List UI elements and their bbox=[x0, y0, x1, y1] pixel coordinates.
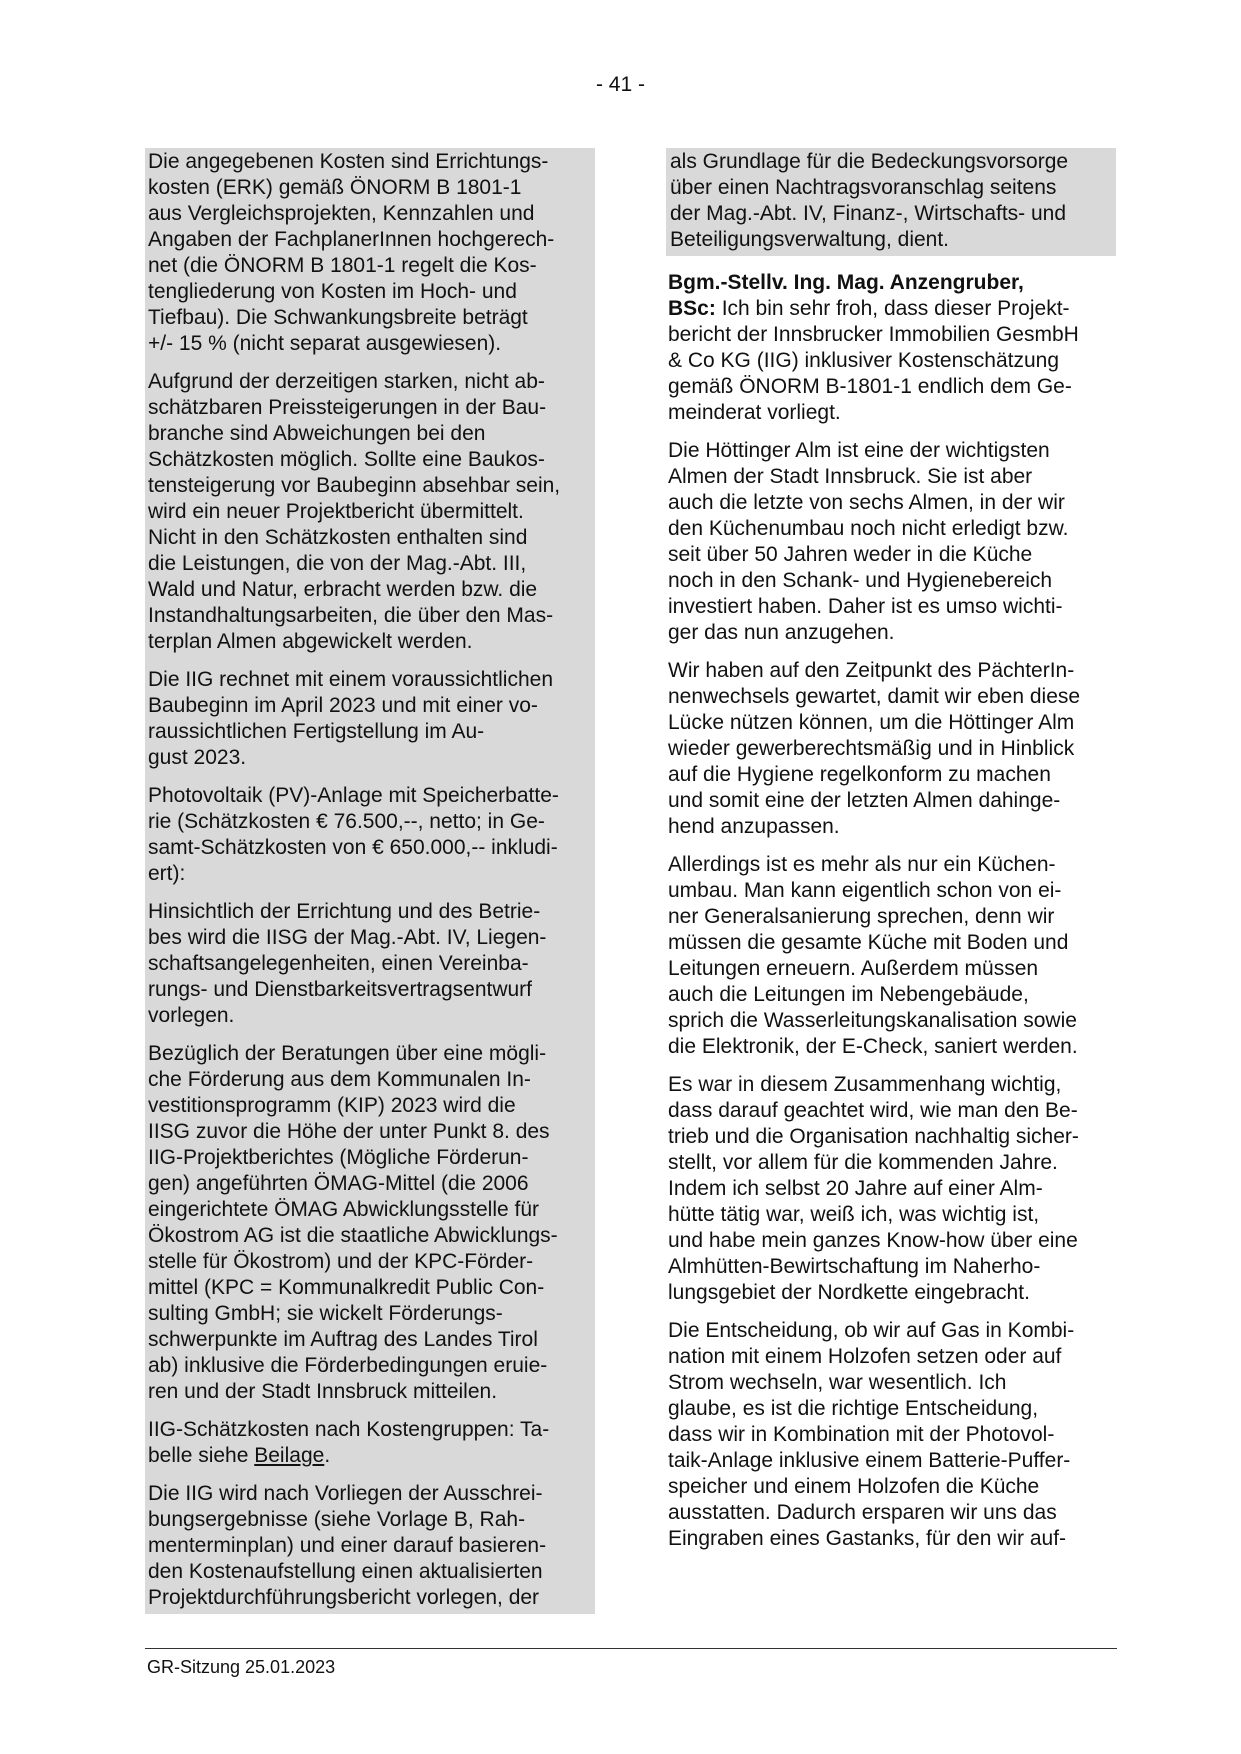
text-line: dass darauf geachtet wird, wie man den Be- bbox=[668, 1099, 1078, 1122]
text-line: aus Vergleichsprojekten, Kennzahlen und bbox=[148, 202, 535, 225]
text-line: glaube, es ist die richtige Entscheidung, bbox=[668, 1397, 1039, 1420]
text-line: Nicht in den Schätzkosten enthalten sind bbox=[148, 526, 528, 549]
text-line: Lücke nützen können, um die Höttinger Alm bbox=[668, 711, 1075, 734]
text-line: Wir haben auf den Zeitpunkt des PächterIn- bbox=[668, 659, 1075, 682]
text-line: eingerichtete ÖMAG Abwicklungsstelle für bbox=[148, 1198, 540, 1221]
text-line: +/- 15 % (nicht separat ausgewiesen). bbox=[148, 332, 502, 355]
text-line: hütte tätig war, weiß ich, was wichtig ist, bbox=[668, 1203, 1040, 1226]
text-fragment: Ich bin sehr froh, dass dieser Projekt- bbox=[715, 297, 1070, 320]
text-line: gemäß ÖNORM B-1801-1 endlich dem Ge- bbox=[668, 375, 1072, 398]
text-line: sprich die Wasserleitungskanalisation sowie bbox=[668, 1009, 1077, 1032]
text-line: noch in den Schank- und Hygienebereich bbox=[668, 569, 1053, 592]
text-line: Die Höttinger Alm ist eine der wichtigsten bbox=[668, 439, 1050, 462]
page-number: - 41 - bbox=[595, 73, 645, 96]
text-line: gen) angeführten ÖMAG-Mittel (die 2006 bbox=[148, 1172, 529, 1195]
footer-divider bbox=[145, 1648, 1117, 1649]
text-line: seit über 50 Jahren weder in die Küche bbox=[668, 543, 1033, 566]
text-line: Leitungen erneuern. Außerdem müssen bbox=[668, 957, 1039, 980]
text-line: IIG-Projektberichtes (Mögliche Förderun- bbox=[148, 1146, 529, 1169]
text-line: Instandhaltungsarbeiten, die über den Mas- bbox=[148, 604, 554, 627]
text-line: schaftsangelegenheiten, einen Vereinba- bbox=[148, 952, 529, 975]
text-line: nenwechsels gewartet, damit wir eben diese bbox=[668, 685, 1081, 708]
text-line: ner Generalsanierung sprechen, denn wir bbox=[668, 905, 1055, 928]
text-line: auch die Leitungen im Nebengebäude, bbox=[668, 983, 1029, 1006]
text-line: ab) inklusive die Förderbedingungen eruie- bbox=[148, 1354, 548, 1377]
text-line: Aufgrund der derzeitigen starken, nicht ab- bbox=[148, 370, 545, 393]
text-line: stelle für Ökostrom) und der KPC-Förder- bbox=[148, 1250, 534, 1273]
text-line: hend anzupassen. bbox=[668, 815, 840, 838]
right-column bbox=[666, 148, 1116, 1564]
text-line: kosten (ERK) gemäß ÖNORM B 1801-1 bbox=[148, 176, 522, 199]
text-line: tensteigerung vor Baubeginn absehbar sein, bbox=[148, 474, 561, 497]
paragraph-hoettinger-alm bbox=[666, 438, 1116, 646]
text-line: Strom wechseln, war wesentlich. Ich bbox=[668, 1371, 1007, 1394]
text-line: die Leistungen, die von der Mag.-Abt. III, bbox=[148, 552, 527, 575]
text-line: raussichtlichen Fertigstellung im Au- bbox=[148, 720, 485, 743]
text-line: Angaben der FachplanerInnen hochgerech- bbox=[148, 228, 555, 251]
text-line: ausstatten. Dadurch ersparen wir uns das bbox=[668, 1501, 1057, 1524]
text-line: meinderat vorliegt. bbox=[668, 401, 841, 424]
paragraph-costs bbox=[148, 149, 592, 357]
text-line: stellt, vor allem für die kommenden Jahre. bbox=[668, 1151, 1058, 1174]
text-line: net (die ÖNORM B 1801-1 regelt die Kos- bbox=[148, 254, 537, 277]
text-line: auch die letzte von sechs Almen, in der wir bbox=[668, 491, 1065, 514]
speaker-name: Bgm.-Stellv. Ing. Mag. Anzengruber, bbox=[668, 271, 1024, 294]
text-line: bungsergebnisse (siehe Vorlage B, Rah- bbox=[148, 1508, 526, 1531]
text-line: ert): bbox=[148, 862, 186, 885]
text-line: wird ein neuer Projektbericht übermittelt. bbox=[148, 500, 524, 523]
text-line: Hinsichtlich der Errichtung und des Betrie- bbox=[148, 900, 541, 923]
text-line: rungs- und Dienstbarkeitsvertragsentwurf bbox=[148, 978, 533, 1001]
text-line: Eingraben eines Gastanks, für den wir auf- bbox=[668, 1527, 1067, 1550]
paragraph-tenant-change bbox=[666, 658, 1116, 840]
text-line: ger das nun anzugehen. bbox=[668, 621, 895, 644]
paragraph-price-increase bbox=[148, 369, 592, 655]
text-line: umbau. Man kann eigentlich schon von ei- bbox=[668, 879, 1062, 902]
text-line: ren und der Stadt Innsbruck mitteilen. bbox=[148, 1380, 498, 1403]
text-line: und habe mein ganzes Know-how über eine bbox=[668, 1229, 1078, 1252]
text-line: Die IIG wird nach Vorliegen der Ausschrei- bbox=[148, 1482, 543, 1505]
text-line bbox=[668, 296, 1114, 322]
text-line: Es war in diesem Zusammenhang wichtig, bbox=[668, 1073, 1062, 1096]
text-line: schätzbaren Preissteigerungen in der Bau- bbox=[148, 396, 547, 419]
shaded-motion-text bbox=[145, 148, 595, 1614]
text-line: IISG zuvor die Höhe der unter Punkt 8. des bbox=[148, 1120, 550, 1143]
text-line: Tiefbau). Die Schwankungsbreite beträgt bbox=[148, 306, 528, 329]
text-line: den Küchenumbau noch nicht erledigt bzw. bbox=[668, 517, 1069, 540]
text-line: der Mag.-Abt. IV, Finanz-, Wirtschafts- und bbox=[670, 202, 1067, 225]
text-line: Indem ich selbst 20 Jahre auf einer Alm- bbox=[668, 1177, 1043, 1200]
speaker-title: BSc: bbox=[668, 297, 716, 320]
text-line: vestitionsprogramm (KIP) 2023 wird die bbox=[148, 1094, 516, 1117]
beilage-link[interactable]: Beilage bbox=[254, 1444, 325, 1467]
text-line: Photovoltaik (PV)-Anlage mit Speicherbatte- bbox=[148, 784, 559, 807]
text-line: über einen Nachtragsvoranschlag seitens bbox=[670, 176, 1057, 199]
text-line: trieb und die Organisation nachhaltig sicher- bbox=[668, 1125, 1079, 1148]
text-line: als Grundlage für die Bedeckungsvorsorge bbox=[670, 150, 1069, 173]
text-line: Bezüglich der Beratungen über eine mögli- bbox=[148, 1042, 547, 1065]
text-line: Allerdings ist es mehr als nur ein Küchen- bbox=[668, 853, 1056, 876]
text-line: Ökostrom AG ist die staatliche Abwicklungs- bbox=[148, 1224, 558, 1247]
text-line: Beteiligungsverwaltung, dient. bbox=[670, 228, 950, 251]
text-line: IIG-Schätzkosten nach Kostengruppen: Ta- bbox=[148, 1418, 550, 1441]
text-line: menterminplan) und einer darauf basieren- bbox=[148, 1534, 547, 1557]
text-line: Baubeginn im April 2023 und mit einer vo- bbox=[148, 694, 538, 717]
paragraph-speaker-statement bbox=[666, 270, 1116, 426]
text-line: die Elektronik, der E-Check, saniert werden. bbox=[668, 1035, 1078, 1058]
paragraph-general-renovation bbox=[666, 852, 1116, 1060]
text-line: tengliederung von Kosten im Hoch- und bbox=[148, 280, 517, 303]
text-fragment: . bbox=[324, 1444, 331, 1467]
text-line: speicher und einem Holzofen die Küche bbox=[668, 1475, 1040, 1498]
text-line: terplan Almen abgewickelt werden. bbox=[148, 630, 473, 653]
text-line: bes wird die IISG der Mag.-Abt. IV, Liegen- bbox=[148, 926, 547, 949]
text-line: branche sind Abweichungen bei den bbox=[148, 422, 486, 445]
text-line: müssen die gesamte Küche mit Boden und bbox=[668, 931, 1069, 954]
paragraph-photovoltaik bbox=[148, 783, 592, 887]
text-line: Die angegebenen Kosten sind Errichtungs- bbox=[148, 150, 549, 173]
text-line: rie (Schätzkosten € 76.500,--, netto; in Ge- bbox=[148, 810, 545, 833]
footer-session-date: GR-Sitzung 25.01.2023 bbox=[147, 1657, 336, 1677]
paragraph-cost-table-reference bbox=[148, 1417, 592, 1469]
text-line: vorlegen. bbox=[148, 1004, 235, 1027]
paragraph-budget-continuation bbox=[666, 148, 1116, 256]
text-line: Schätzkosten möglich. Sollte eine Baukos- bbox=[148, 448, 545, 471]
text-line: bericht der Innsbrucker Immobilien GesmbH bbox=[668, 323, 1079, 346]
text-line bbox=[148, 1443, 592, 1469]
paragraph-operation-organisation bbox=[666, 1072, 1116, 1306]
paragraph-operation bbox=[148, 899, 592, 1029]
text-line: gust 2023. bbox=[148, 746, 247, 769]
text-fragment: belle siehe bbox=[148, 1444, 255, 1467]
text-line: wieder gewerberechtsmäßig und in Hinblick bbox=[668, 737, 1075, 760]
text-line: den Kostenaufstellung einen aktualisierten bbox=[148, 1560, 543, 1583]
text-line: Wald und Natur, erbracht werden bzw. die bbox=[148, 578, 538, 601]
text-line: schwerpunkte im Auftrag des Landes Tirol bbox=[148, 1328, 538, 1351]
left-column bbox=[145, 148, 595, 1614]
paragraph-report-followup bbox=[148, 1481, 592, 1611]
text-line: & Co KG (IIG) inklusiver Kostenschätzung bbox=[668, 349, 1059, 372]
text-line: Die IIG rechnet mit einem voraussichtlichen bbox=[148, 668, 553, 691]
text-line: dass wir in Kombination mit der Photovol- bbox=[668, 1423, 1055, 1446]
text-line: samt-Schätzkosten von € 650.000,-- inkludi- bbox=[148, 836, 558, 859]
text-line: Almen der Stadt Innsbruck. Sie ist aber bbox=[668, 465, 1033, 488]
paragraph-funding bbox=[148, 1041, 592, 1405]
text-line: nation mit einem Holzofen setzen oder auf bbox=[668, 1345, 1062, 1368]
text-line: lungsgebiet der Nordkette eingebracht. bbox=[668, 1281, 1030, 1304]
text-line: Projektdurchführungsbericht vorlegen, der bbox=[148, 1586, 540, 1609]
text-line: taik-Anlage inklusive einem Batterie-Puffer- bbox=[668, 1449, 1071, 1472]
text-line: Almhütten-Bewirtschaftung im Naherho- bbox=[668, 1255, 1041, 1278]
text-line: che Förderung aus dem Kommunalen In- bbox=[148, 1068, 531, 1091]
text-line: Die Entscheidung, ob wir auf Gas in Kombi- bbox=[668, 1319, 1075, 1342]
text-line: mittel (KPC = Kommunalkredit Public Con- bbox=[148, 1276, 545, 1299]
text-line: investiert haben. Daher ist es umso wichti- bbox=[668, 595, 1063, 618]
paragraph-schedule bbox=[148, 667, 592, 771]
text-line: auf die Hygiene regelkonform zu machen bbox=[668, 763, 1051, 786]
paragraph-energy-decision bbox=[666, 1318, 1116, 1552]
text-line: und somit eine der letzten Almen dahinge- bbox=[668, 789, 1061, 812]
text-line: sulting GmbH; sie wickelt Förderungs- bbox=[148, 1302, 503, 1325]
